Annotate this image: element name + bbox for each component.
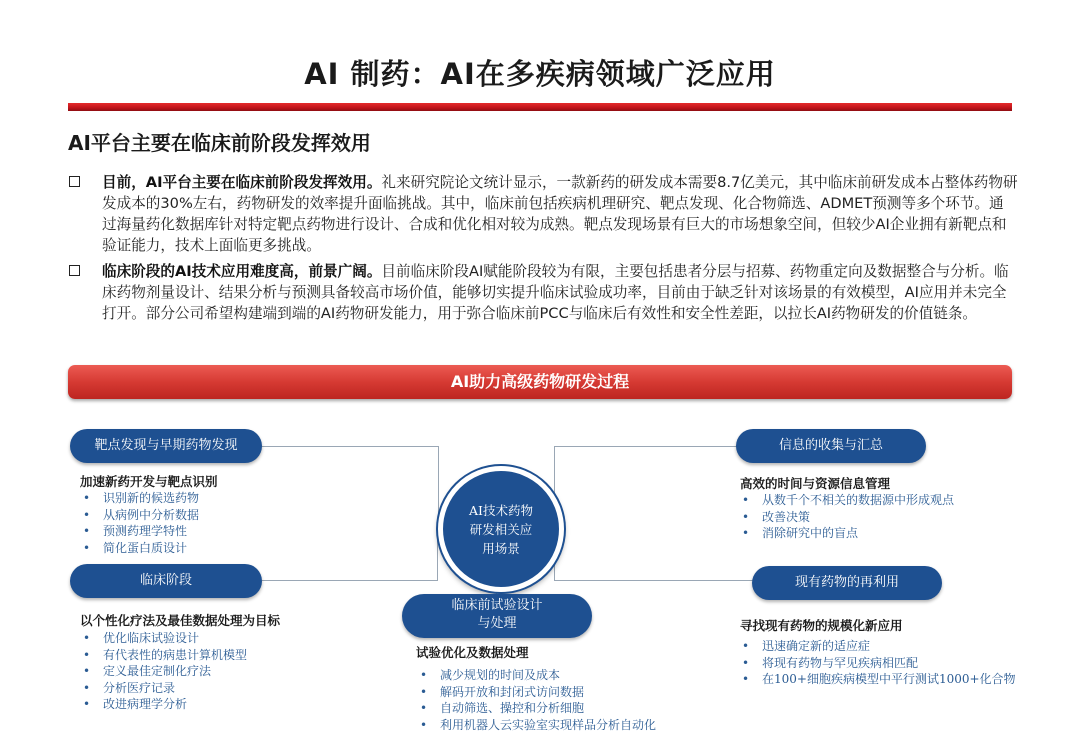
checkbox-bullet-icon: [69, 176, 80, 187]
list-item: • 改进病理学分析: [75, 696, 247, 713]
pill-target-discovery: 靶点发现与早期药物发现: [70, 429, 262, 463]
center-label: AI技术药物研发相关应用场景: [469, 502, 533, 556]
list-item: • 消除研究中的盲点: [734, 525, 954, 542]
list-item: • 减少规划的时间及成本: [412, 667, 656, 684]
center-circle: [438, 466, 564, 592]
heading-clinical-stage: 以个性化疗法及最佳数据处理为目标: [80, 613, 281, 628]
bullet-paragraph-preclinical: [68, 172, 1018, 256]
bullet-lead: 目前，AI平台主要在临床前阶段发挥效用。: [102, 174, 382, 191]
list-item: • 定义最佳定制化疗法: [75, 663, 247, 680]
heading-drug-reuse: 寻找现有药物的规模化新应用: [740, 618, 903, 633]
title-underline-bar: [68, 103, 1012, 111]
connector-line: [554, 580, 754, 582]
list-preclinical-design: [412, 667, 656, 733]
pill-clinical-stage: 临床阶段: [70, 564, 262, 598]
pill-line: 与处理: [477, 616, 517, 631]
list-clinical-stage: [75, 630, 247, 713]
list-item: • 在100+细胞疾病模型中平行测试1000+化合物: [734, 671, 1019, 688]
connector-line: [262, 446, 439, 525]
pill-line: 临床前试验设计: [451, 598, 543, 613]
list-target-discovery: [75, 490, 199, 556]
list-information-collection: [734, 492, 954, 542]
list-item: • 有代表性的病患计算机模型: [75, 647, 247, 664]
bullet-lead: 临床阶段的AI技术应用难度高，前景广阔。: [102, 263, 382, 280]
pill-drug-reuse: 现有药物的再利用: [752, 566, 942, 600]
list-item: • 将现有药物与罕见疾病相匹配: [734, 655, 1019, 672]
bullet-text: 目前临床阶段AI赋能阶段较为有限，主要包括患者分层与招募、药物重定向及数据整合与分析。临床药物剂量设计、结果分析与预测具备较高市场价值，能够切实提升临床试验成功率，目前由于缺乏针对该场景的有效模型，AI应用并未完全打开。部分公司希望构建端到端的AI药物研发能力，用于弥合临床前PCC与临床后有效性和安全性差距，以拉长AI药物研发的价值链条。: [102, 263, 1009, 322]
heading-information-collection: 高效的时间与资源信息管理: [740, 476, 891, 491]
pill-information-collection: 信息的收集与汇总: [736, 429, 926, 463]
list-item: • 改善决策: [734, 509, 954, 526]
connector-line: [262, 580, 438, 582]
list-item: • 利用机器人云实验室实现样品分析自动化: [412, 717, 656, 734]
bullet-paragraph-clinical: [68, 261, 1018, 324]
list-item: • 优化临床试验设计: [75, 630, 247, 647]
diagram-banner: AI助力高级药物研发过程: [68, 365, 1012, 399]
list-item: • 预测药理学特性: [75, 523, 199, 540]
page-title: AI 制药：AI在多疾病领域广泛应用: [304, 57, 776, 91]
heading-target-discovery: 加速新药开发与靶点识别: [80, 474, 218, 489]
heading-preclinical-design: 试验优化及数据处理: [416, 645, 529, 660]
section-subtitle: AI平台主要在临床前阶段发挥效用: [68, 131, 371, 155]
list-item: • 识别新的候选药物: [75, 490, 199, 507]
bullet-text: 礼来研究院论文统计显示，一款新药的研发成本需要8.7亿美元，其中临床前研发成本占整体药物研发成本的30%左右，药物研发的效率提升面临挑战。其中，临床前包括疾病机理研究、靶点发现、化合物筛选、ADMET预测等多个环节。通过海量药化数据库针对特定靶点药物进行设计、合成和优化相对较为成熟。靶点发现场景有巨大的市场想象空间，但较少AI企业拥有新靶点和验证能力，技术上面临更多挑战。: [102, 174, 1018, 254]
list-item: • 分析医疗记录: [75, 680, 247, 697]
list-item: • 解码开放和封闭式访问数据: [412, 684, 656, 701]
list-drug-reuse: [734, 638, 1019, 688]
list-item: • 从数千个不相关的数据源中形成观点: [734, 492, 954, 509]
connector-line: [554, 446, 741, 525]
list-item: • 自动筛选、操控和分析细胞: [412, 700, 656, 717]
checkbox-bullet-icon: [69, 265, 80, 276]
pill-preclinical-design: [402, 594, 592, 638]
list-item: • 从病例中分析数据: [75, 507, 199, 524]
list-item: • 迅速确定新的适应症: [734, 638, 1019, 655]
list-item: • 简化蛋白质设计: [75, 540, 199, 557]
